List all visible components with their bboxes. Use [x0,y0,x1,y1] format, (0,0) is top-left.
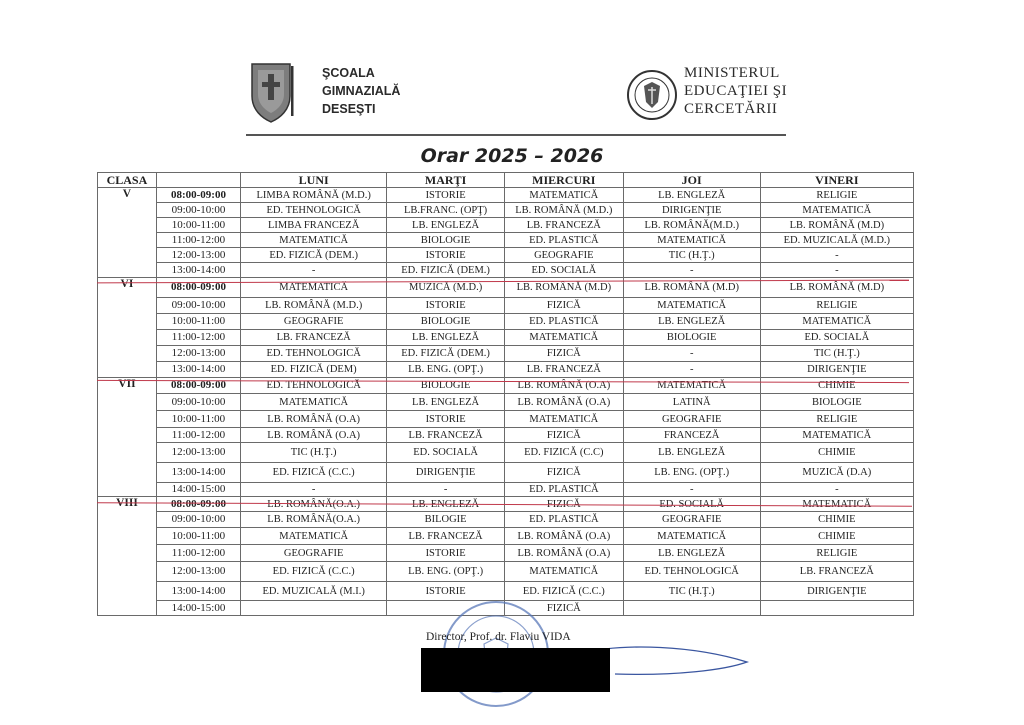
subject-cell-wednesday: FIZICĂ [504,428,623,443]
school-name-line: DESEŞTI [322,102,376,116]
subject-cell-tuesday: LB.FRANC. (OPŢ) [387,203,505,218]
subject-cell-tuesday: ISTORIE [387,545,505,562]
subject-cell-monday: LIMBA FRANCEZĂ [241,218,387,233]
timetable [97,172,914,616]
subject-cell-tuesday: ISTORIE [387,188,505,203]
header-cell-friday: VINERI [760,173,913,188]
subject-cell-thursday: - [623,346,760,362]
subject-cell-tuesday: ED. FIZICĂ (DEM.) [387,263,505,278]
subject-cell-tuesday: LB. ENG. (OPŢ.) [387,562,505,582]
subject-cell-tuesday: LB. ENGLEZĂ [387,330,505,346]
table-row [98,428,914,443]
hour-cell: 11:00-12:00 [156,428,240,443]
hour-cell: 12:00-13:00 [156,248,240,263]
subject-cell-friday: LB. ROMÂNĂ (M.D) [760,278,913,298]
subject-cell-friday: DIRIGENŢIE [760,362,913,378]
hour-cell: 08:00-09:00 [156,378,240,394]
hour-cell: 09:00-10:00 [156,298,240,314]
hour-cell: 10:00-11:00 [156,411,240,428]
hour-cell: 08:00-09:00 [156,497,240,512]
school-crest-icon [248,58,294,124]
subject-cell-monday: LB. ROMÂNĂ (O.A) [241,411,387,428]
table-row [98,218,914,233]
ministry-name-line: CERCETĂRII [684,101,778,117]
subject-cell-tuesday: BIOLOGIE [387,378,505,394]
subject-cell-monday: GEOGRAFIE [241,545,387,562]
table-row [98,545,914,562]
subject-cell-thursday: DIRIGENŢIE [623,203,760,218]
table-row [98,203,914,218]
subject-cell-wednesday: FIZICĂ [504,497,623,512]
hour-cell: 08:00-09:00 [156,188,240,203]
ministry-name-line: EDUCAŢIEI ŞI [684,83,788,99]
subject-cell-wednesday: ED. PLASTICĂ [504,512,623,528]
subject-cell-thursday: MATEMATICĂ [623,233,760,248]
subject-cell-friday: ED. MUZICALĂ (M.D.) [760,233,913,248]
subject-cell-friday: RELIGIE [760,188,913,203]
header-cell-hour [156,173,240,188]
class-name-cell: VI [98,278,157,378]
hour-cell: 09:00-10:00 [156,512,240,528]
subject-cell-friday: RELIGIE [760,298,913,314]
subject-cell-wednesday: ED. PLASTICĂ [504,233,623,248]
subject-cell-friday: LB. ROMÂNĂ (M.D) [760,218,913,233]
table-row [98,483,914,497]
subject-cell-wednesday: LB. ROMÂNĂ (O.A) [504,394,623,411]
subject-cell-wednesday: ED. FIZICĂ (C.C) [504,443,623,463]
hour-cell: 14:00-15:00 [156,483,240,497]
subject-cell-thursday: LB. ROMÂNĂ(M.D.) [623,218,760,233]
subject-cell-monday: ED. FIZICĂ (DEM) [241,362,387,378]
subject-cell-monday: MATEMATICĂ [241,528,387,545]
subject-cell-friday: CHIMIE [760,378,913,394]
hour-cell: 13:00-14:00 [156,263,240,278]
subject-cell-tuesday: MUZICĂ (M.D.) [387,278,505,298]
subject-cell-wednesday: LB. ROMÂNĂ (M.D) [504,278,623,298]
subject-cell-friday: - [760,263,913,278]
subject-cell-wednesday: FIZICĂ [504,346,623,362]
subject-cell-wednesday: LB. FRANCEZĂ [504,218,623,233]
subject-cell-thursday: LB. ENG. (OPŢ.) [623,463,760,483]
hour-cell: 13:00-14:00 [156,463,240,483]
subject-cell-tuesday: LB. ENGLEZĂ [387,497,505,512]
subject-cell-monday: TIC (H.Ţ.) [241,443,387,463]
subject-cell-wednesday: LB. FRANCEZĂ [504,362,623,378]
hour-cell: 13:00-14:00 [156,362,240,378]
subject-cell-tuesday: LB. FRANCEZĂ [387,428,505,443]
hour-cell: 09:00-10:00 [156,394,240,411]
subject-cell-monday: ED. MUZICALĂ (M.I.) [241,582,387,601]
subject-cell-wednesday: FIZICĂ [504,298,623,314]
subject-cell-friday: - [760,248,913,263]
subject-cell-thursday: GEOGRAFIE [623,512,760,528]
subject-cell-monday: ED. FIZICĂ (DEM.) [241,248,387,263]
subject-cell-thursday: ED. SOCIALĂ [623,497,760,512]
hour-cell: 10:00-11:00 [156,218,240,233]
table-row [98,463,914,483]
subject-cell-monday: LB. ROMÂNĂ (O.A) [241,428,387,443]
class-name-cell: V [98,188,157,278]
table-row [98,233,914,248]
table-row [98,562,914,582]
subject-cell-wednesday: MATEMATICĂ [504,411,623,428]
subject-cell-friday: DIRIGENŢIE [760,582,913,601]
subject-cell-tuesday: ED. SOCIALĂ [387,443,505,463]
subject-cell-friday: LB. FRANCEZĂ [760,562,913,582]
subject-cell-wednesday: GEOGRAFIE [504,248,623,263]
subject-cell-friday: RELIGIE [760,411,913,428]
ministry-seal-icon [626,62,678,128]
subject-cell-wednesday: ED. PLASTICĂ [504,483,623,497]
subject-cell-wednesday: MATEMATICĂ [504,188,623,203]
subject-cell-friday: CHIMIE [760,443,913,463]
table-row [98,394,914,411]
header-divider [246,134,786,136]
header-cell-thursday: JOI [623,173,760,188]
subject-cell-monday: LB. FRANCEZĂ [241,330,387,346]
subject-cell-monday: GEOGRAFIE [241,314,387,330]
subject-cell-friday: TIC (H.Ţ.) [760,346,913,362]
subject-cell-wednesday: LB. ROMÂNĂ (O.A) [504,545,623,562]
hour-cell: 09:00-10:00 [156,203,240,218]
subject-cell-friday: MUZICĂ (D.A) [760,463,913,483]
header-cell-class: CLASA [98,173,157,188]
subject-cell-tuesday: BIOLOGIE [387,314,505,330]
table-row [98,362,914,378]
subject-cell-monday: ED. FIZICĂ (C.C.) [241,562,387,582]
subject-cell-wednesday: MATEMATICĂ [504,562,623,582]
ministry-name [684,64,787,118]
subject-cell-wednesday: LB. ROMÂNĂ (O.A) [504,378,623,394]
subject-cell-tuesday: - [387,483,505,497]
director-signature-line: Director, Prof. dr. Flaviu VIDA [426,631,571,643]
subject-cell-wednesday: LB. ROMÂNĂ (M.D.) [504,203,623,218]
hour-cell: 10:00-11:00 [156,314,240,330]
subject-cell-monday: MATEMATICĂ [241,278,387,298]
table-row [98,346,914,362]
subject-cell-monday: LB. ROMÂNĂ(O.A.) [241,497,387,512]
subject-cell-tuesday: BILOGIE [387,512,505,528]
school-name [322,64,400,118]
hour-cell: 11:00-12:00 [156,545,240,562]
subject-cell-thursday: LATINĂ [623,394,760,411]
subject-cell-monday: ED. TEHNOLOGICĂ [241,378,387,394]
page-title: Orar 2025 – 2026 [420,145,604,167]
subject-cell-tuesday: ISTORIE [387,411,505,428]
subject-cell-wednesday: MATEMATICĂ [504,330,623,346]
table-row [98,263,914,278]
subject-cell-tuesday: LB. FRANCEZĂ [387,528,505,545]
subject-cell-thursday: LB. ENGLEZĂ [623,545,760,562]
table-row [98,528,914,545]
subject-cell-wednesday: LB. ROMÂNĂ (O.A) [504,528,623,545]
table-row [98,248,914,263]
subject-cell-monday: MATEMATICĂ [241,394,387,411]
subject-cell-thursday [623,601,760,616]
subject-cell-thursday: LB. ENGLEZĂ [623,443,760,463]
subject-cell-tuesday: ISTORIE [387,248,505,263]
subject-cell-friday: CHIMIE [760,528,913,545]
subject-cell-tuesday: LB. ENG. (OPŢ.) [387,362,505,378]
subject-cell-thursday: - [623,263,760,278]
subject-cell-monday: MATEMATICĂ [241,233,387,248]
table-row [98,298,914,314]
table-row [98,330,914,346]
timetable-header-row [98,173,914,188]
subject-cell-friday: - [760,483,913,497]
header-cell-tuesday: MARŢI [387,173,505,188]
subject-cell-wednesday: ED. FIZICĂ (C.C.) [504,582,623,601]
subject-cell-thursday: MATEMATICĂ [623,528,760,545]
subject-cell-tuesday: ISTORIE [387,298,505,314]
subject-cell-tuesday: ISTORIE [387,582,505,601]
subject-cell-friday: ED. SOCIALĂ [760,330,913,346]
subject-cell-monday: ED. FIZICĂ (C.C.) [241,463,387,483]
subject-cell-friday: CHIMIE [760,512,913,528]
table-row [98,314,914,330]
header-cell-wednesday: MIERCURI [504,173,623,188]
subject-cell-tuesday: ED. FIZICĂ (DEM.) [387,346,505,362]
hour-cell: 11:00-12:00 [156,330,240,346]
subject-cell-monday: ED. TEHNOLOGICĂ [241,203,387,218]
subject-cell-thursday: FRANCEZĂ [623,428,760,443]
subject-cell-friday: MATEMATICĂ [760,497,913,512]
redacted-block [421,648,610,692]
subject-cell-monday: - [241,263,387,278]
hour-cell: 08:00-09:00 [156,278,240,298]
hour-cell: 12:00-13:00 [156,443,240,463]
subject-cell-wednesday: ED. PLASTICĂ [504,314,623,330]
subject-cell-friday: MATEMATICĂ [760,314,913,330]
subject-cell-thursday: LB. ENGLEZĂ [623,188,760,203]
subject-cell-monday: ED. TEHNOLOGICĂ [241,346,387,362]
table-row [98,188,914,203]
subject-cell-friday [760,601,913,616]
timetable-body [98,188,914,616]
subject-cell-monday: LB. ROMÂNĂ(O.A.) [241,512,387,528]
subject-cell-tuesday: DIRIGENŢIE [387,463,505,483]
hour-cell: 10:00-11:00 [156,528,240,545]
hour-cell: 11:00-12:00 [156,233,240,248]
subject-cell-monday: - [241,483,387,497]
subject-cell-tuesday: LB. ENGLEZĂ [387,218,505,233]
class-name-cell: VIII [98,497,157,616]
subject-cell-thursday: MATEMATICĂ [623,378,760,394]
ministry-name-line: MINISTERUL [684,65,780,81]
subject-cell-friday: MATEMATICĂ [760,203,913,218]
subject-cell-thursday: TIC (H.Ţ.) [623,248,760,263]
hour-cell: 13:00-14:00 [156,582,240,601]
hour-cell: 12:00-13:00 [156,562,240,582]
subject-cell-wednesday: FIZICĂ [504,463,623,483]
subject-cell-monday: LIMBA ROMÂNĂ (M.D.) [241,188,387,203]
subject-cell-thursday: - [623,483,760,497]
class-name-cell: VII [98,378,157,497]
subject-cell-thursday: MATEMATICĂ [623,298,760,314]
header-cell-monday: LUNI [241,173,387,188]
subject-cell-thursday: - [623,362,760,378]
hour-cell: 14:00-15:00 [156,601,240,616]
table-row [98,443,914,463]
school-name-line: ŞCOALA [322,66,375,80]
subject-cell-friday: MATEMATICĂ [760,428,913,443]
subject-cell-tuesday: LB. ENGLEZĂ [387,394,505,411]
subject-cell-monday [241,601,387,616]
table-row [98,411,914,428]
hour-cell: 12:00-13:00 [156,346,240,362]
subject-cell-thursday: TIC (H.Ţ.) [623,582,760,601]
subject-cell-monday: LB. ROMÂNĂ (M.D.) [241,298,387,314]
subject-cell-friday: RELIGIE [760,545,913,562]
subject-cell-wednesday: ED. SOCIALĂ [504,263,623,278]
subject-cell-friday: BIOLOGIE [760,394,913,411]
subject-cell-thursday: LB. ENGLEZĂ [623,314,760,330]
subject-cell-thursday: BIOLOGIE [623,330,760,346]
school-name-line: GIMNAZIALĂ [322,84,401,98]
subject-cell-wednesday: FIZICĂ [504,601,623,616]
subject-cell-thursday: LB. ROMÂNĂ (M.D) [623,278,760,298]
subject-cell-thursday: GEOGRAFIE [623,411,760,428]
subject-cell-tuesday: BIOLOGIE [387,233,505,248]
table-row [98,512,914,528]
subject-cell-thursday: ED. TEHNOLOGICĂ [623,562,760,582]
